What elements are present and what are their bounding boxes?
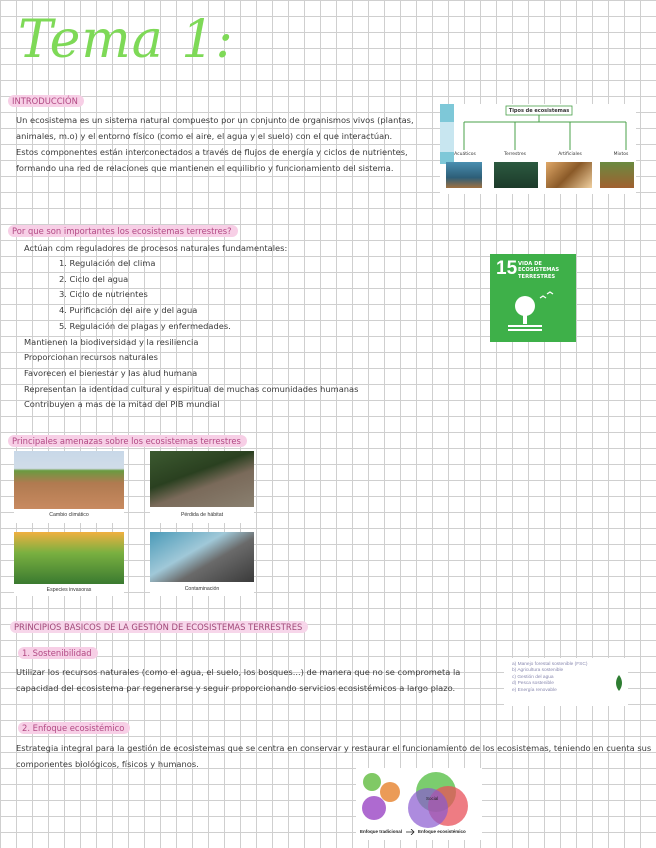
list-item: 1. Regulación del clima: [59, 258, 156, 268]
list-item: 3. Ciclo de nutrientes: [59, 289, 148, 300]
list-item: 2. Ciclo del agua: [59, 273, 129, 284]
approach-venn-diagram: [356, 768, 482, 840]
list-item: Representan la identidad cultural y espiritual de muchas comunidades humanas: [24, 383, 359, 394]
habitat-loss-image: [150, 451, 254, 507]
sdg-number: 15: [496, 258, 518, 279]
threat-caption: Especies invasoras: [46, 587, 92, 593]
list-item: d) Pesca sostenible: [512, 681, 554, 687]
list-item: e) Energía renovable: [512, 687, 557, 693]
artificial-image: [546, 162, 592, 188]
intro-paragraph-2: Estos componentes están interconectados a través de flujos de energía y ciclos de nutrientes, formando una red de relaciones que mantienen el equilibrio y funcionamiento del sistema.: [16, 147, 408, 173]
sdg-label: VIDA DE ECOSISTEMAS TERRESTRES: [518, 261, 560, 280]
sustainability-heading: [18, 641, 98, 660]
sustainability-heading-label: 1. Sostenibilidad: [18, 647, 98, 659]
intro-paragraph-1: Un ecosistema es un sistema natural compuesto por un conjunto de organismos vivos (plantas, animales, m.o) y el entorno físico (como el aire, el agua y el suelo) con el que interactúan.: [16, 115, 414, 141]
intro-heading-label: INTRODUCCIÓN: [8, 95, 84, 107]
mixed-image: [600, 162, 634, 188]
threat-caption: Contaminación: [184, 586, 220, 592]
sustainability-text: Utilizar los recursos naturales (como el agua, el suelo, los bosques...) de manera que no se comprometa la capacidad del ecosistema par regenerarse y seguir proporcionando servicios ecosistémicos a largo plazo.: [16, 667, 461, 693]
principles-heading-label: PRINCIPIOS BASICOS DE LA GESTIÓN DE ECOSISTEMAS TERRESTRES: [10, 621, 308, 633]
ecosystem-types-diagram: [440, 104, 636, 194]
aquatic-image: [446, 162, 482, 188]
arrow-right-icon: [406, 829, 416, 835]
ecosystem-type-label: Mixtos: [613, 152, 629, 157]
tree-icon: [490, 254, 576, 342]
climate-change-image: [14, 451, 124, 509]
ecosystem-type-label: Acuáticos: [454, 152, 476, 157]
list-item: a) Manejo forestal sostenible (FSC): [512, 662, 588, 667]
intro-text: [16, 112, 432, 176]
terrestrial-image: [494, 162, 538, 188]
principles-heading: [10, 615, 308, 634]
ecosystem-types-title: Tipos de ecosistemas: [508, 108, 570, 114]
threat-card: [14, 451, 124, 523]
importance-heading-label: Por que son importantes los ecosistemas terrestres?: [8, 225, 238, 237]
threat-caption: Pérdida de hábitat: [180, 512, 224, 518]
threat-card: [150, 451, 254, 523]
threat-caption: Cambio climático: [49, 512, 89, 518]
ecosystem-type-label: Artificiales: [558, 152, 582, 157]
list-item: b) Agricultura sostenible: [512, 668, 564, 674]
importance-heading: [8, 219, 238, 238]
list-item: Contribuyen a mas de la mitad del PIB mundial: [24, 399, 220, 410]
ecosystem-type-label: Terrestres: [503, 152, 527, 157]
ecosystem-approach-heading-label: 2. Enfoque ecosistémico: [18, 722, 130, 734]
list-item: Mantienen la biodiversidad y la resiliencia: [24, 336, 199, 347]
pollution-image: [150, 532, 254, 582]
sustainable-activities-list: [504, 658, 628, 706]
importance-lead: Actúan com reguladores de procesos naturales fundamentales:: [24, 243, 288, 253]
benefits-list: [24, 335, 464, 414]
threat-card: [150, 532, 254, 596]
venn-left-label: Enfoque tradicional: [360, 829, 403, 834]
sdg-15-badge: [490, 254, 576, 342]
importance-text: [24, 240, 464, 413]
leaf-icon: [614, 674, 624, 692]
list-item: c) Gestión del agua: [512, 674, 554, 680]
intro-heading: [8, 89, 84, 108]
list-item: 5. Regulación de plagas y enfermedades.: [59, 320, 231, 331]
venn-center-label: Social: [426, 796, 439, 801]
threat-card: [14, 532, 124, 596]
page-title: Tema 1:: [18, 10, 234, 70]
threats-heading-label: Principales amenazas sobre los ecosistemas terrestres: [8, 435, 247, 447]
ecosystem-approach-text: Estrategia integral para la gestión de ecosistemas que se centra en conservar y restaurar el funcionamiento de los ecosistemas, teniendo en cuenta sus componentes biológicos, físicos y humanos.: [16, 743, 652, 769]
ecosystem-approach-heading: [18, 716, 130, 735]
invasive-species-image: [14, 532, 124, 584]
venn-right-label: Enfoque ecosistémico: [418, 829, 466, 834]
process-list: [24, 256, 464, 335]
list-item: 4. Purificación del aire y del agua: [59, 305, 198, 316]
threats-heading: [8, 429, 247, 448]
list-item: Proporcionan recursos naturales: [24, 352, 158, 363]
list-item: Favorecen el bienestar y las alud humana: [24, 367, 198, 378]
